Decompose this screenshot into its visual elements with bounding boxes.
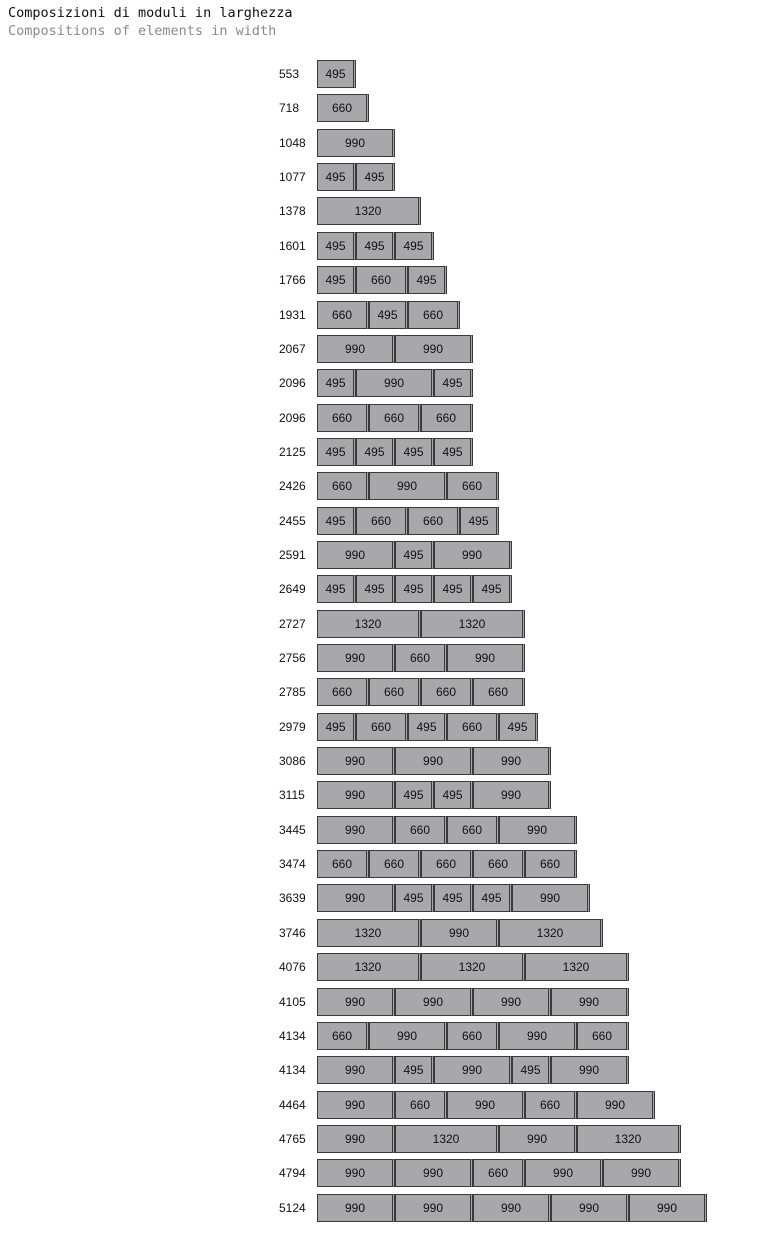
- module-track: [317, 404, 473, 432]
- module-block: 990: [317, 644, 395, 672]
- module-track: [317, 94, 369, 122]
- module-track: [317, 163, 395, 191]
- module-track: [317, 301, 460, 329]
- module-block: 495: [395, 781, 434, 809]
- module-block: 990: [395, 335, 473, 363]
- module-track: [317, 713, 538, 741]
- module-block: 990: [317, 1125, 395, 1153]
- module-block: 660: [473, 678, 525, 706]
- module-block: 990: [317, 816, 395, 844]
- module-block: 495: [434, 884, 473, 912]
- composition-total: 4134: [279, 1028, 306, 1043]
- diagram-title: Composizioni di moduli in larghezza: [8, 5, 293, 21]
- module-block: 660: [408, 507, 460, 535]
- module-track: [317, 197, 421, 225]
- module-block: 660: [421, 404, 473, 432]
- module-track: [317, 575, 512, 603]
- module-block: 660: [395, 816, 447, 844]
- module-block: 495: [473, 884, 512, 912]
- module-block: 1320: [421, 610, 525, 638]
- module-block: 990: [447, 1091, 525, 1119]
- module-block: 990: [551, 1056, 629, 1084]
- module-block: 990: [317, 884, 395, 912]
- composition-total: 2067: [279, 341, 306, 356]
- module-block: 660: [356, 713, 408, 741]
- module-block: 495: [356, 575, 395, 603]
- module-block: 660: [369, 850, 421, 878]
- module-block: 660: [369, 404, 421, 432]
- composition-total: 1378: [279, 204, 306, 219]
- module-block: 660: [356, 507, 408, 535]
- module-block: 990: [369, 472, 447, 500]
- module-block: 660: [395, 1091, 447, 1119]
- module-block: 990: [317, 1159, 395, 1187]
- module-block: 1320: [317, 953, 421, 981]
- module-block: 990: [356, 369, 434, 397]
- module-block: 495: [356, 438, 395, 466]
- composition-total: 4765: [279, 1131, 306, 1146]
- composition-total: 2979: [279, 719, 306, 734]
- module-track: [317, 1159, 681, 1187]
- module-block: 660: [447, 816, 499, 844]
- composition-total: 2727: [279, 616, 306, 631]
- module-block: 1320: [317, 197, 421, 225]
- module-block: 990: [317, 541, 395, 569]
- module-block: 990: [317, 1194, 395, 1222]
- module-block: 1320: [317, 919, 421, 947]
- module-block: 660: [317, 94, 369, 122]
- module-track: [317, 541, 512, 569]
- module-block: 660: [317, 301, 369, 329]
- module-block: 495: [356, 232, 395, 260]
- module-block: 495: [473, 575, 512, 603]
- composition-total: 4794: [279, 1166, 306, 1181]
- module-block: 990: [317, 988, 395, 1016]
- composition-total: 3445: [279, 822, 306, 837]
- module-block: 495: [460, 507, 499, 535]
- module-block: 495: [408, 266, 447, 294]
- module-block: 495: [317, 60, 356, 88]
- module-track: [317, 919, 603, 947]
- composition-total: 4464: [279, 1097, 306, 1112]
- composition-total: 1931: [279, 307, 306, 322]
- module-block: 990: [317, 1091, 395, 1119]
- composition-total: 2756: [279, 651, 306, 665]
- composition-total: 3639: [279, 891, 306, 906]
- module-block: 660: [421, 678, 473, 706]
- module-block: 660: [369, 678, 421, 706]
- module-block: 990: [434, 541, 512, 569]
- module-track: [317, 988, 629, 1016]
- module-block: 495: [317, 232, 356, 260]
- module-block: 990: [473, 781, 551, 809]
- module-block: 495: [434, 369, 473, 397]
- module-block: 990: [499, 816, 577, 844]
- module-block: 1320: [499, 919, 603, 947]
- module-block: 990: [317, 1056, 395, 1084]
- module-block: 495: [434, 575, 473, 603]
- module-block: 990: [473, 1194, 551, 1222]
- module-block: 660: [447, 472, 499, 500]
- module-track: [317, 678, 525, 706]
- module-track: [317, 850, 577, 878]
- module-block: 990: [629, 1194, 707, 1222]
- module-track: [317, 335, 473, 363]
- module-track: [317, 507, 499, 535]
- composition-total: 2096: [279, 410, 306, 425]
- module-block: 990: [499, 1125, 577, 1153]
- composition-total: 5124: [279, 1200, 306, 1215]
- module-track: [317, 60, 356, 88]
- module-block: 990: [317, 747, 395, 775]
- module-block: 495: [499, 713, 538, 741]
- composition-total: 3746: [279, 925, 306, 940]
- module-block: 1320: [317, 610, 421, 638]
- module-block: 990: [603, 1159, 681, 1187]
- module-block: 660: [317, 1022, 369, 1050]
- module-block: 990: [317, 781, 395, 809]
- composition-total: 1048: [279, 135, 306, 150]
- module-block: 990: [369, 1022, 447, 1050]
- module-track: [317, 1125, 681, 1153]
- module-block: 660: [473, 1159, 525, 1187]
- module-block: 990: [317, 335, 395, 363]
- module-track: [317, 266, 447, 294]
- module-block: 495: [317, 507, 356, 535]
- module-block: 660: [577, 1022, 629, 1050]
- composition-total: 4105: [279, 994, 306, 1009]
- composition-total: 1077: [279, 170, 306, 185]
- module-track: [317, 747, 551, 775]
- module-block: 990: [551, 988, 629, 1016]
- module-block: 1320: [395, 1125, 499, 1153]
- module-track: [317, 1022, 629, 1050]
- module-block: 990: [395, 1194, 473, 1222]
- module-block: 660: [473, 850, 525, 878]
- module-block: 495: [434, 438, 473, 466]
- module-block: 495: [395, 232, 434, 260]
- module-track: [317, 781, 551, 809]
- module-block: 990: [551, 1194, 629, 1222]
- module-block: 660: [408, 301, 460, 329]
- module-block: 990: [525, 1159, 603, 1187]
- composition-total: 4076: [279, 960, 306, 975]
- module-block: 495: [317, 438, 356, 466]
- composition-total: 2591: [279, 547, 306, 562]
- module-track: [317, 1056, 629, 1084]
- module-block: 660: [395, 644, 447, 672]
- module-block: 495: [369, 301, 408, 329]
- module-track: [317, 816, 577, 844]
- module-block: 990: [473, 747, 551, 775]
- module-block: 495: [317, 369, 356, 397]
- module-block: 990: [499, 1022, 577, 1050]
- module-block: 495: [395, 575, 434, 603]
- diagram-subtitle: Compositions of elements in width: [8, 23, 277, 39]
- module-track: [317, 610, 525, 638]
- module-track: [317, 472, 499, 500]
- module-track: [317, 884, 590, 912]
- module-block: 1320: [421, 953, 525, 981]
- composition-total: 2785: [279, 685, 306, 700]
- module-track: [317, 369, 473, 397]
- composition-total: 2125: [279, 444, 306, 459]
- composition-total: 2096: [279, 376, 306, 391]
- module-track: [317, 232, 434, 260]
- module-track: [317, 953, 629, 981]
- composition-total: 3474: [279, 857, 306, 872]
- module-block: 990: [317, 129, 395, 157]
- module-track: [317, 129, 395, 157]
- module-block: 990: [577, 1091, 655, 1119]
- module-block: 495: [317, 266, 356, 294]
- composition-total: 4134: [279, 1063, 306, 1078]
- module-track: [317, 1194, 707, 1222]
- module-block: 495: [408, 713, 447, 741]
- composition-total: 3115: [279, 788, 305, 803]
- module-block: 990: [395, 1159, 473, 1187]
- module-block: 990: [395, 747, 473, 775]
- module-track: [317, 644, 525, 672]
- composition-total: 718: [279, 101, 300, 116]
- composition-total: 553: [279, 67, 300, 81]
- module-block: 495: [395, 541, 434, 569]
- module-block: 660: [317, 678, 369, 706]
- module-block: 495: [395, 1056, 434, 1084]
- module-block: 495: [434, 781, 473, 809]
- module-block: 660: [525, 850, 577, 878]
- module-block: 990: [512, 884, 590, 912]
- module-block: 1320: [577, 1125, 681, 1153]
- module-block: 660: [317, 404, 369, 432]
- module-block: 495: [512, 1056, 551, 1084]
- module-block: 990: [395, 988, 473, 1016]
- module-block: 660: [447, 1022, 499, 1050]
- module-track: [317, 438, 473, 466]
- composition-total: 2649: [279, 582, 306, 597]
- module-block: 990: [447, 644, 525, 672]
- module-block: 495: [395, 438, 434, 466]
- module-block: 660: [356, 266, 408, 294]
- module-block: 990: [421, 919, 499, 947]
- module-block: 660: [317, 472, 369, 500]
- module-block: 660: [525, 1091, 577, 1119]
- composition-total: 1766: [279, 273, 306, 288]
- module-track: [317, 1091, 655, 1119]
- composition-total: 1601: [279, 238, 306, 253]
- module-block: 495: [317, 575, 356, 603]
- module-block: 990: [473, 988, 551, 1016]
- module-block: 1320: [525, 953, 629, 981]
- module-block: 495: [356, 163, 395, 191]
- module-block: 495: [317, 713, 356, 741]
- module-block: 660: [421, 850, 473, 878]
- composition-total: 3086: [279, 754, 306, 768]
- composition-total: 2455: [279, 513, 306, 528]
- module-block: 990: [434, 1056, 512, 1084]
- module-block: 660: [317, 850, 369, 878]
- module-block: 495: [395, 884, 434, 912]
- module-block: 495: [317, 163, 356, 191]
- module-block: 660: [447, 713, 499, 741]
- composition-total: 2426: [279, 479, 306, 494]
